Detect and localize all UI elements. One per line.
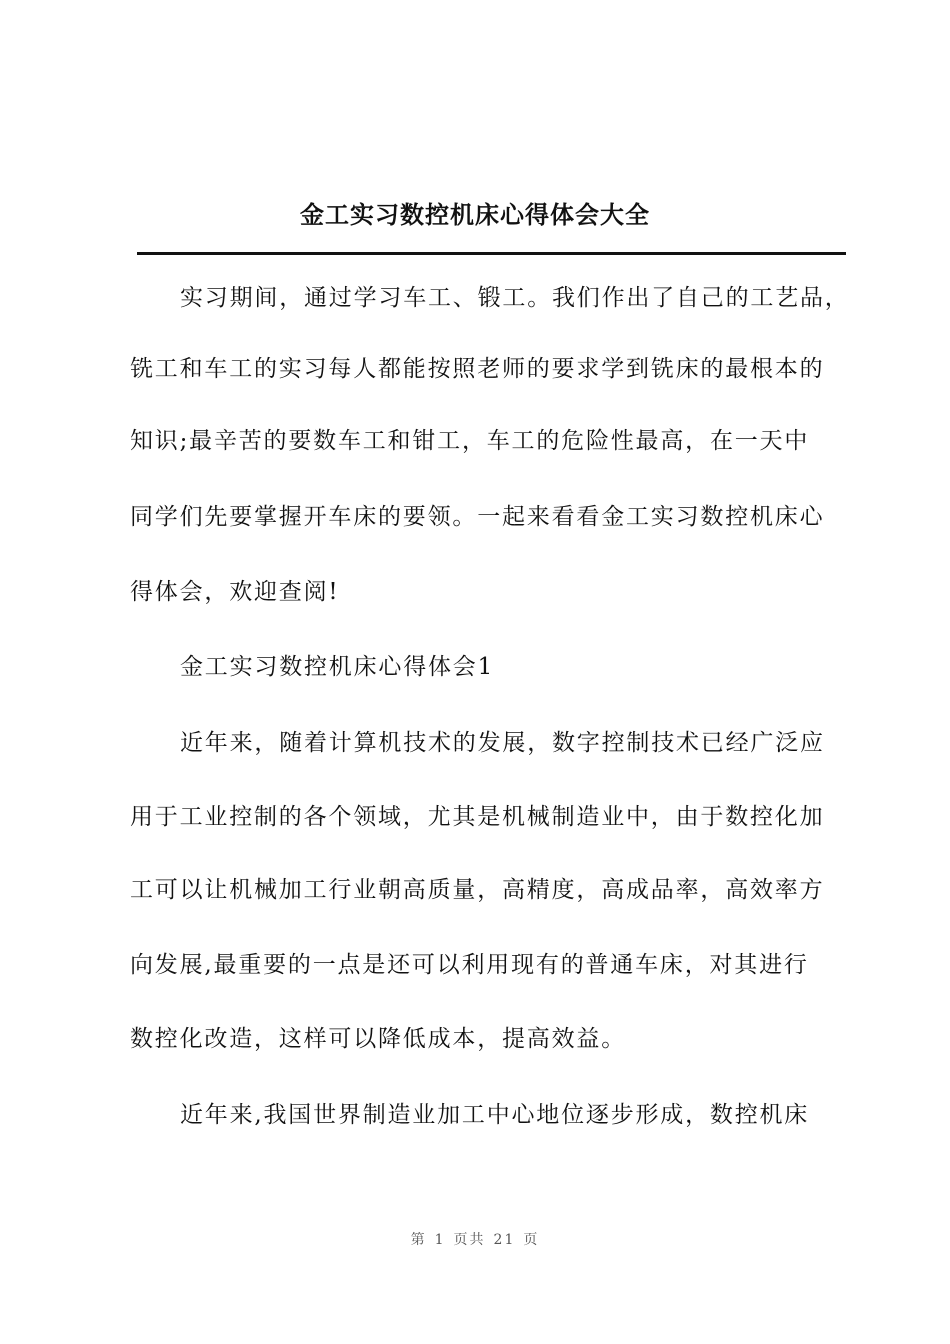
title-underline-rule	[137, 252, 846, 255]
paragraph-line: 得体会，欢迎查阅!	[130, 579, 340, 605]
paragraph-line: 用于工业控制的各个领域，尤其是机械制造业中，由于数控化加	[130, 804, 825, 830]
paragraph-line: 工可以让机械加工行业朝高质量，高精度，高成品率，高效率方	[130, 877, 825, 903]
paragraph-line: 实习期间，通过学习车工、锻工。我们作出了自己的工艺品，	[180, 285, 850, 311]
section-heading: 金工实习数控机床心得体会1	[180, 654, 495, 680]
page-footer	[0, 1229, 950, 1249]
paragraph-line: 向发展,最重要的一点是还可以利用现有的普通车床，对其进行	[130, 952, 809, 978]
footer-current-page: 1	[434, 1232, 446, 1248]
paragraph-line: 近年来,我国世界制造业加工中心地位逐步形成，数控机床	[180, 1102, 810, 1128]
paragraph-line: 同学们先要掌握开车床的要领。一起来看看金工实习数控机床心	[130, 504, 825, 530]
footer-total-pages: 21	[493, 1232, 516, 1248]
footer-label-before: 第	[410, 1232, 427, 1248]
paragraph-line: 数控化改造，这样可以降低成本，提高效益。	[130, 1026, 626, 1052]
document-title: 金工实习数控机床心得体会大全	[300, 200, 650, 229]
paragraph-line: 知识;最辛苦的要数车工和钳工，车工的危险性最高，在一天中	[130, 428, 810, 454]
paragraph-line: 近年来，随着计算机技术的发展，数字控制技术已经广泛应	[180, 730, 825, 756]
paragraph-line: 铣工和车工的实习每人都能按照老师的要求学到铣床的最根本的	[130, 356, 825, 382]
footer-label-after: 页	[523, 1232, 540, 1248]
footer-label-middle: 页共	[453, 1232, 486, 1248]
